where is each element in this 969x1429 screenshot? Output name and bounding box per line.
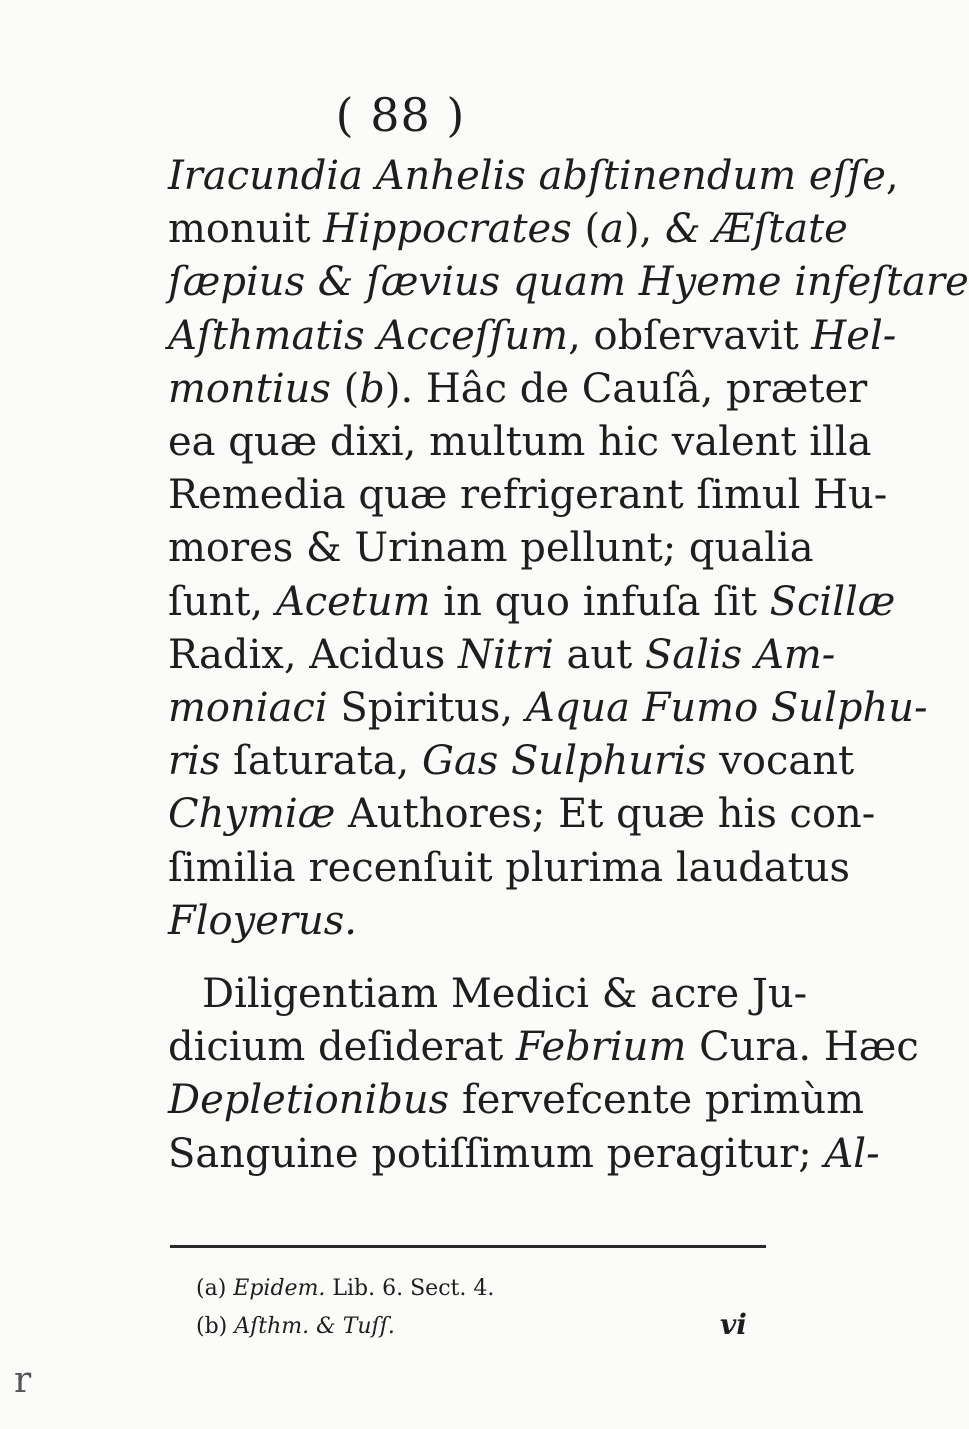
catchword: vi <box>720 1308 747 1341</box>
footnote-line <box>196 1308 756 1346</box>
text-segment: vocant <box>706 738 855 785</box>
text-segment: monuit <box>168 206 324 253</box>
text-line <box>168 735 855 788</box>
text-segment: Radix, Acidus <box>168 631 458 678</box>
text-line <box>168 469 888 522</box>
text-segment <box>796 153 809 199</box>
text-segment: montius <box>168 365 331 412</box>
text-segment: Al- <box>824 1130 880 1177</box>
text-segment: ( <box>571 206 601 253</box>
text-line <box>168 1074 865 1127</box>
text-segment: (b) <box>196 1314 235 1339</box>
text-segment: moniaci <box>168 685 328 732</box>
text-segment: Iracundia Anhelis abſtinendum <box>168 153 797 199</box>
text-segment: ). Hâc de Cauſâ, præter <box>384 365 868 412</box>
text-segment: Depletionibus <box>168 1077 450 1124</box>
text-segment: aut <box>553 631 645 678</box>
text-segment: ſimilia recenſuit plurima laudatus <box>168 844 851 891</box>
text-segment: & Æſtate <box>664 206 848 253</box>
text-line <box>168 1128 880 1181</box>
text-segment: Chymiæ <box>168 791 336 838</box>
text-segment: Hel- <box>811 312 897 359</box>
text-segment: dicium deſiderat <box>168 1024 516 1071</box>
text-segment: Hippocrates <box>323 206 572 253</box>
paragraph-1 <box>168 150 969 948</box>
text-segment: Diligentiam Medici & acre Ju- <box>202 971 808 1018</box>
text-segment: Scillæ <box>769 578 896 625</box>
text-segment: Floyerus. <box>168 897 358 944</box>
text-segment: Cura. Hæc <box>686 1024 919 1071</box>
body-text <box>168 150 969 1181</box>
footnote-line <box>196 1270 756 1308</box>
text-segment: Epidem. <box>233 1276 326 1301</box>
text-segment: ea quæ dixi, multum hic valent illa <box>168 419 872 466</box>
text-segment: Nitri <box>457 631 554 678</box>
text-segment: fervefcente primùm <box>449 1077 865 1124</box>
paragraph-gap <box>168 948 768 968</box>
text-segment: Remedia quæ refrigerant ſimul Hu- <box>168 472 888 519</box>
text-line <box>168 150 899 203</box>
text-segment: Aſthmatis Acceſſum <box>168 312 569 359</box>
text-segment: ſunt, <box>168 578 276 625</box>
text-line <box>168 522 814 575</box>
text-segment: mores & Urinam pellunt; qualia <box>168 525 814 572</box>
text-segment: b <box>359 365 385 412</box>
paragraph-2 <box>168 968 919 1181</box>
text-segment: Sanguine potiſſimum peragitur; <box>168 1130 825 1177</box>
text-segment: Salis Am- <box>644 631 836 678</box>
text-line <box>168 363 868 416</box>
text-segment: ( <box>330 365 360 412</box>
text-segment: ), <box>623 206 665 253</box>
text-line <box>168 968 808 1021</box>
text-segment: , <box>885 153 899 199</box>
text-segment: ris <box>168 738 221 785</box>
text-segment: ſaturata, <box>220 738 422 785</box>
text-line <box>168 576 896 629</box>
text-segment: Gas Sulphuris <box>421 738 707 785</box>
text-segment: in quo infuſa ſit <box>430 578 770 625</box>
text-line <box>168 788 876 841</box>
text-line <box>168 842 851 895</box>
text-line <box>168 256 969 309</box>
text-line <box>168 310 897 363</box>
text-segment: Lib. 6. Sect. 4. <box>325 1276 495 1301</box>
text-segment: Spiritus, <box>327 685 526 732</box>
text-line <box>168 416 872 469</box>
text-line <box>168 682 928 735</box>
text-segment: ſæpius & ſævius quam Hyeme infeſtare <box>168 259 969 306</box>
text-segment: Aſthm. & Tuſſ. <box>234 1314 395 1339</box>
text-segment: a <box>600 206 624 253</box>
text-segment: Febrium <box>515 1024 687 1071</box>
text-segment: (a) <box>196 1276 234 1301</box>
text-line <box>168 203 848 256</box>
text-segment: eſſe <box>808 153 886 199</box>
text-segment: , obſervavit <box>568 312 812 359</box>
text-line <box>168 1021 919 1074</box>
footnotes <box>196 1270 756 1346</box>
page-number: ( 88 ) <box>335 88 466 142</box>
text-segment: Authores; Et quæ his con- <box>335 791 876 838</box>
text-segment: Aqua Fumo Sulphu- <box>525 685 928 732</box>
corner-mark: r <box>14 1360 32 1401</box>
text-line <box>168 629 836 682</box>
footnote-rule <box>170 1245 766 1248</box>
text-segment: Acetum <box>275 578 431 625</box>
text-line <box>168 895 768 948</box>
